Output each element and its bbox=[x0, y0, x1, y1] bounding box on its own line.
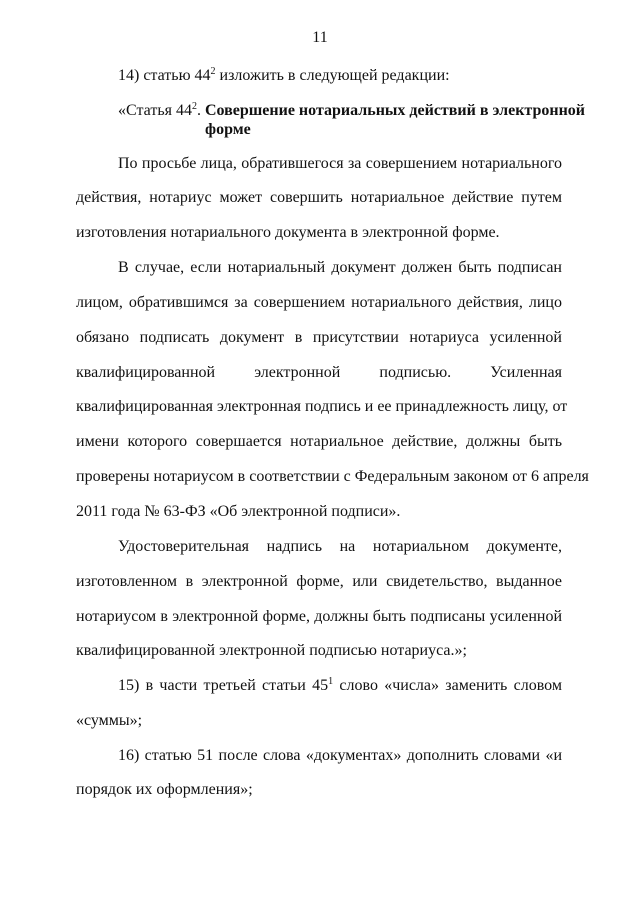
p3-line2: изготовленном в электронной форме, или свидетельство, выданное bbox=[76, 573, 562, 590]
item-14-rest: изложить в следующей редакции: bbox=[215, 67, 450, 84]
article-title-line2: форме bbox=[205, 121, 251, 138]
item-15-pre: 15) в части третьей статьи 45 bbox=[118, 677, 329, 694]
p3-line3: нотариусом в электронной форме, должны быть подписаны усиленной bbox=[76, 608, 562, 625]
p1-line2: действия, нотариус может совершить нотариальное действие путем bbox=[76, 189, 562, 206]
p2-line1: В случае, если нотариальный документ должен быть подписан bbox=[118, 259, 562, 276]
item-15-line2: «суммы»; bbox=[76, 712, 143, 729]
p2-line2: лицом, обратившимся за совершением нотариального действия, лицо bbox=[76, 294, 562, 311]
p3-line1: Удостоверительная надпись на нотариальном документе, bbox=[118, 538, 562, 555]
p2-line4: квалифицированной электронной подписью. Усиленная bbox=[76, 364, 562, 381]
p3-line4: квалифицированной электронной подписью нотариуса.»; bbox=[76, 642, 467, 659]
item-14-text: 14) статью 44 bbox=[118, 67, 211, 84]
item-16-line1: 16) статью 51 после слова «документах» дополнить словами «и bbox=[118, 747, 562, 764]
item-14 bbox=[76, 66, 562, 86]
p2-line6: имени которого совершается нотариальное действие, должны быть bbox=[76, 433, 562, 450]
item-15-post: слово «числа» заменить словом bbox=[333, 677, 562, 694]
article-title-line1: Совершение нотариальных действий в электронной bbox=[204, 102, 586, 119]
p2-line7: проверены нотариусом в соответствии с Федеральным законом от 6 апреля bbox=[76, 468, 589, 485]
item-16-line2: порядок их оформления»; bbox=[76, 781, 253, 798]
p1-line3: изготовления нотариального документа в электронной форме. bbox=[76, 224, 500, 241]
article-heading bbox=[76, 101, 586, 121]
article-open: «Статья 44 bbox=[118, 102, 192, 119]
page-number: 11 bbox=[312, 29, 328, 46]
article-dot: . bbox=[196, 102, 205, 119]
item-14-sup: 2 bbox=[210, 66, 216, 77]
p2-line5: квалифицированная электронная подпись и ее принадлежность лицу, от bbox=[76, 398, 568, 415]
item-15-line1 bbox=[76, 676, 562, 696]
p2-line3: обязано подписать документ в присутствии нотариуса усиленной bbox=[76, 329, 562, 346]
item-15-sup: 1 bbox=[328, 676, 334, 687]
p2-line8: 2011 года № 63-ФЗ «Об электронной подписи». bbox=[76, 503, 401, 520]
p1-line1: По просьбе лица, обратившегося за совершением нотариального bbox=[118, 155, 562, 172]
article-sup: 2 bbox=[191, 101, 197, 112]
